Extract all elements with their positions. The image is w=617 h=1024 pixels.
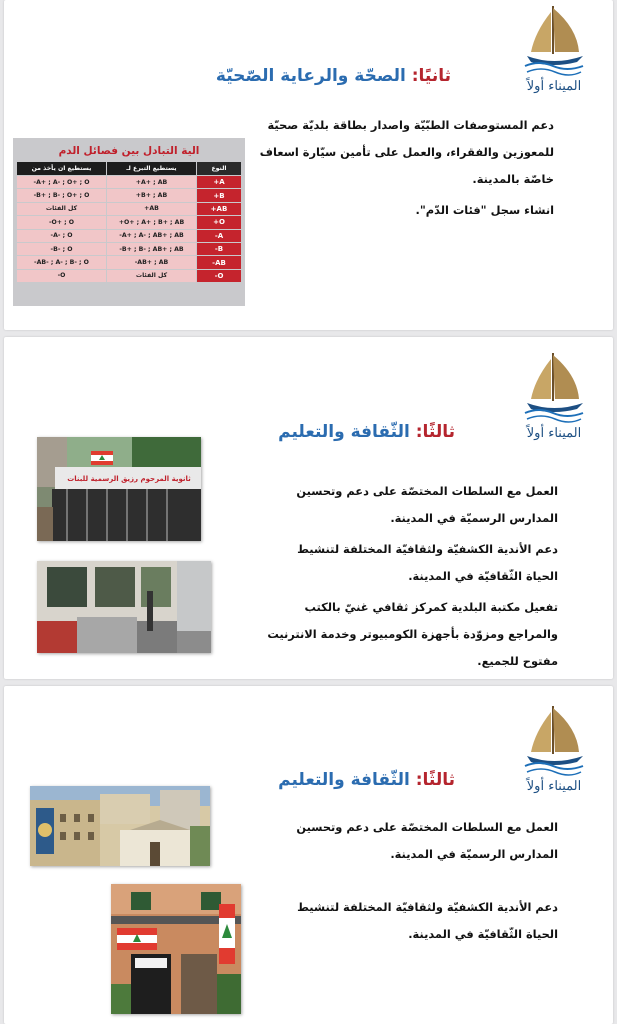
scout-club-photo (111, 884, 241, 1014)
table-cell: B+ ; AB+ (107, 189, 197, 202)
table-cell: AB+ ; AB- (107, 256, 197, 269)
section-body (262, 478, 558, 679)
table-header-row (17, 162, 242, 176)
table-cell: A+ ; A- ; O+ ; O- (17, 176, 107, 189)
column-header: يستطيع ان يأخذ من (17, 162, 107, 176)
paragraph: العمل مع السلطات المختصّة على دعم وتحسين المدارس الرسميّة في المدينة. (296, 820, 558, 861)
table-cell: كل الفئات (17, 202, 107, 215)
table-row (17, 189, 242, 202)
school-sign-text: ثانوية المرحوم رزيق الرسمية للبنات (67, 475, 191, 483)
table-cell: AB- (197, 256, 242, 269)
table-cell: AB+ (197, 202, 242, 215)
heading-title: الثّقافة والتعليم (278, 770, 410, 790)
heading-number: ثالثًا: (415, 422, 455, 442)
logo (519, 349, 589, 443)
slide-culture-education-2 (4, 686, 613, 1024)
table-cell: AB- ; A- ; B- ; O- (17, 256, 107, 269)
section-body (264, 814, 558, 952)
logo-text: الميناء أولاً (526, 79, 582, 94)
table-row (17, 269, 242, 282)
heading-title: الصحّة والرعاية الصّحيّة (215, 66, 406, 86)
column-header: النوع (197, 162, 242, 176)
table-row (17, 176, 242, 189)
heading-number: ثانيًا: (411, 66, 451, 86)
table-cell: O+ (197, 216, 242, 229)
school-building-photo (30, 786, 210, 866)
paragraph: دعم المستوصفات الطبّيّة واصدار بطاقة بلديّة صحيّة للمعوزين والفقراء، والعمل على تأمين سيّارة اسعاف خاصّة بالمدينة. (259, 118, 554, 186)
table-cell: A+ ; AB+ (107, 176, 197, 189)
slide-health (4, 0, 613, 330)
table-row (17, 202, 242, 215)
paragraph: دعم الأندية الكشفيّة ولثقافيّة المختلفة لتنشيط الحياة الثّقافيّة في المدينة. (297, 900, 558, 941)
blood-compatibility-table (13, 138, 245, 306)
section-body (254, 112, 554, 228)
sailboat-icon (519, 702, 589, 780)
paragraph: دعم الأندية الكشفيّة ولثقافيّة المختلفة لتنشيط الحياة الثّقافيّة في المدينة. (297, 542, 558, 583)
table-cell: B- ; O- (17, 242, 107, 255)
slide-culture-education (4, 337, 613, 679)
table-cell: B+ ; B- ; AB+ ; AB- (107, 242, 197, 255)
table-cell: A- (197, 229, 242, 242)
sailboat-icon (519, 2, 589, 80)
school-photo (37, 437, 201, 541)
paragraph: تفعيل مكتبة البلدية كمركز ثقافي غنيّ بالكتب والمراجع ومزوّدة بأجهزة الكومبيوتر وخدمة الانترنيت مفتوح للجميع. (267, 600, 558, 668)
table-row (17, 216, 242, 229)
table-cell: كل الفئات (107, 269, 197, 282)
table-cell: O+ ; O- (17, 216, 107, 229)
table-cell: AB+ (107, 202, 197, 215)
section-heading (278, 422, 455, 442)
heading-title: الثّقافة والتعليم (278, 422, 410, 442)
column-header: يستطيع التبرع لـ (107, 162, 197, 176)
table-cell: B- (197, 242, 242, 255)
table-cell: A+ ; A- ; AB+ ; AB- (107, 229, 197, 242)
table-cell: O+ ; A+ ; B+ ; AB+ (107, 216, 197, 229)
table-cell: B+ ; B- ; O+ ; O- (17, 189, 107, 202)
table-row (17, 242, 242, 255)
section-heading (216, 66, 451, 86)
paragraph: العمل مع السلطات المختصّة على دعم وتحسين المدارس الرسميّة في المدينة. (296, 484, 558, 525)
sailboat-icon (519, 349, 589, 427)
logo-text: الميناء أولاً (526, 426, 582, 441)
paragraph: انشاء سجل "فئات الدّم". (415, 203, 554, 217)
logo (519, 702, 589, 796)
logo (519, 2, 589, 96)
section-heading (278, 770, 455, 790)
table-row (17, 229, 242, 242)
table-cell: A+ (197, 176, 242, 189)
blood-table-title: الية التبادل بين فصائل الدم (58, 145, 200, 157)
library-photo (37, 561, 211, 653)
table-row (17, 256, 242, 269)
table-cell: O- (17, 269, 107, 282)
logo-text: الميناء أولاً (526, 779, 582, 794)
heading-number: ثالثًا: (415, 770, 455, 790)
table-cell: A- ; O- (17, 229, 107, 242)
blood-table (16, 161, 242, 283)
table-cell: O- (197, 269, 242, 282)
table-cell: B+ (197, 189, 242, 202)
